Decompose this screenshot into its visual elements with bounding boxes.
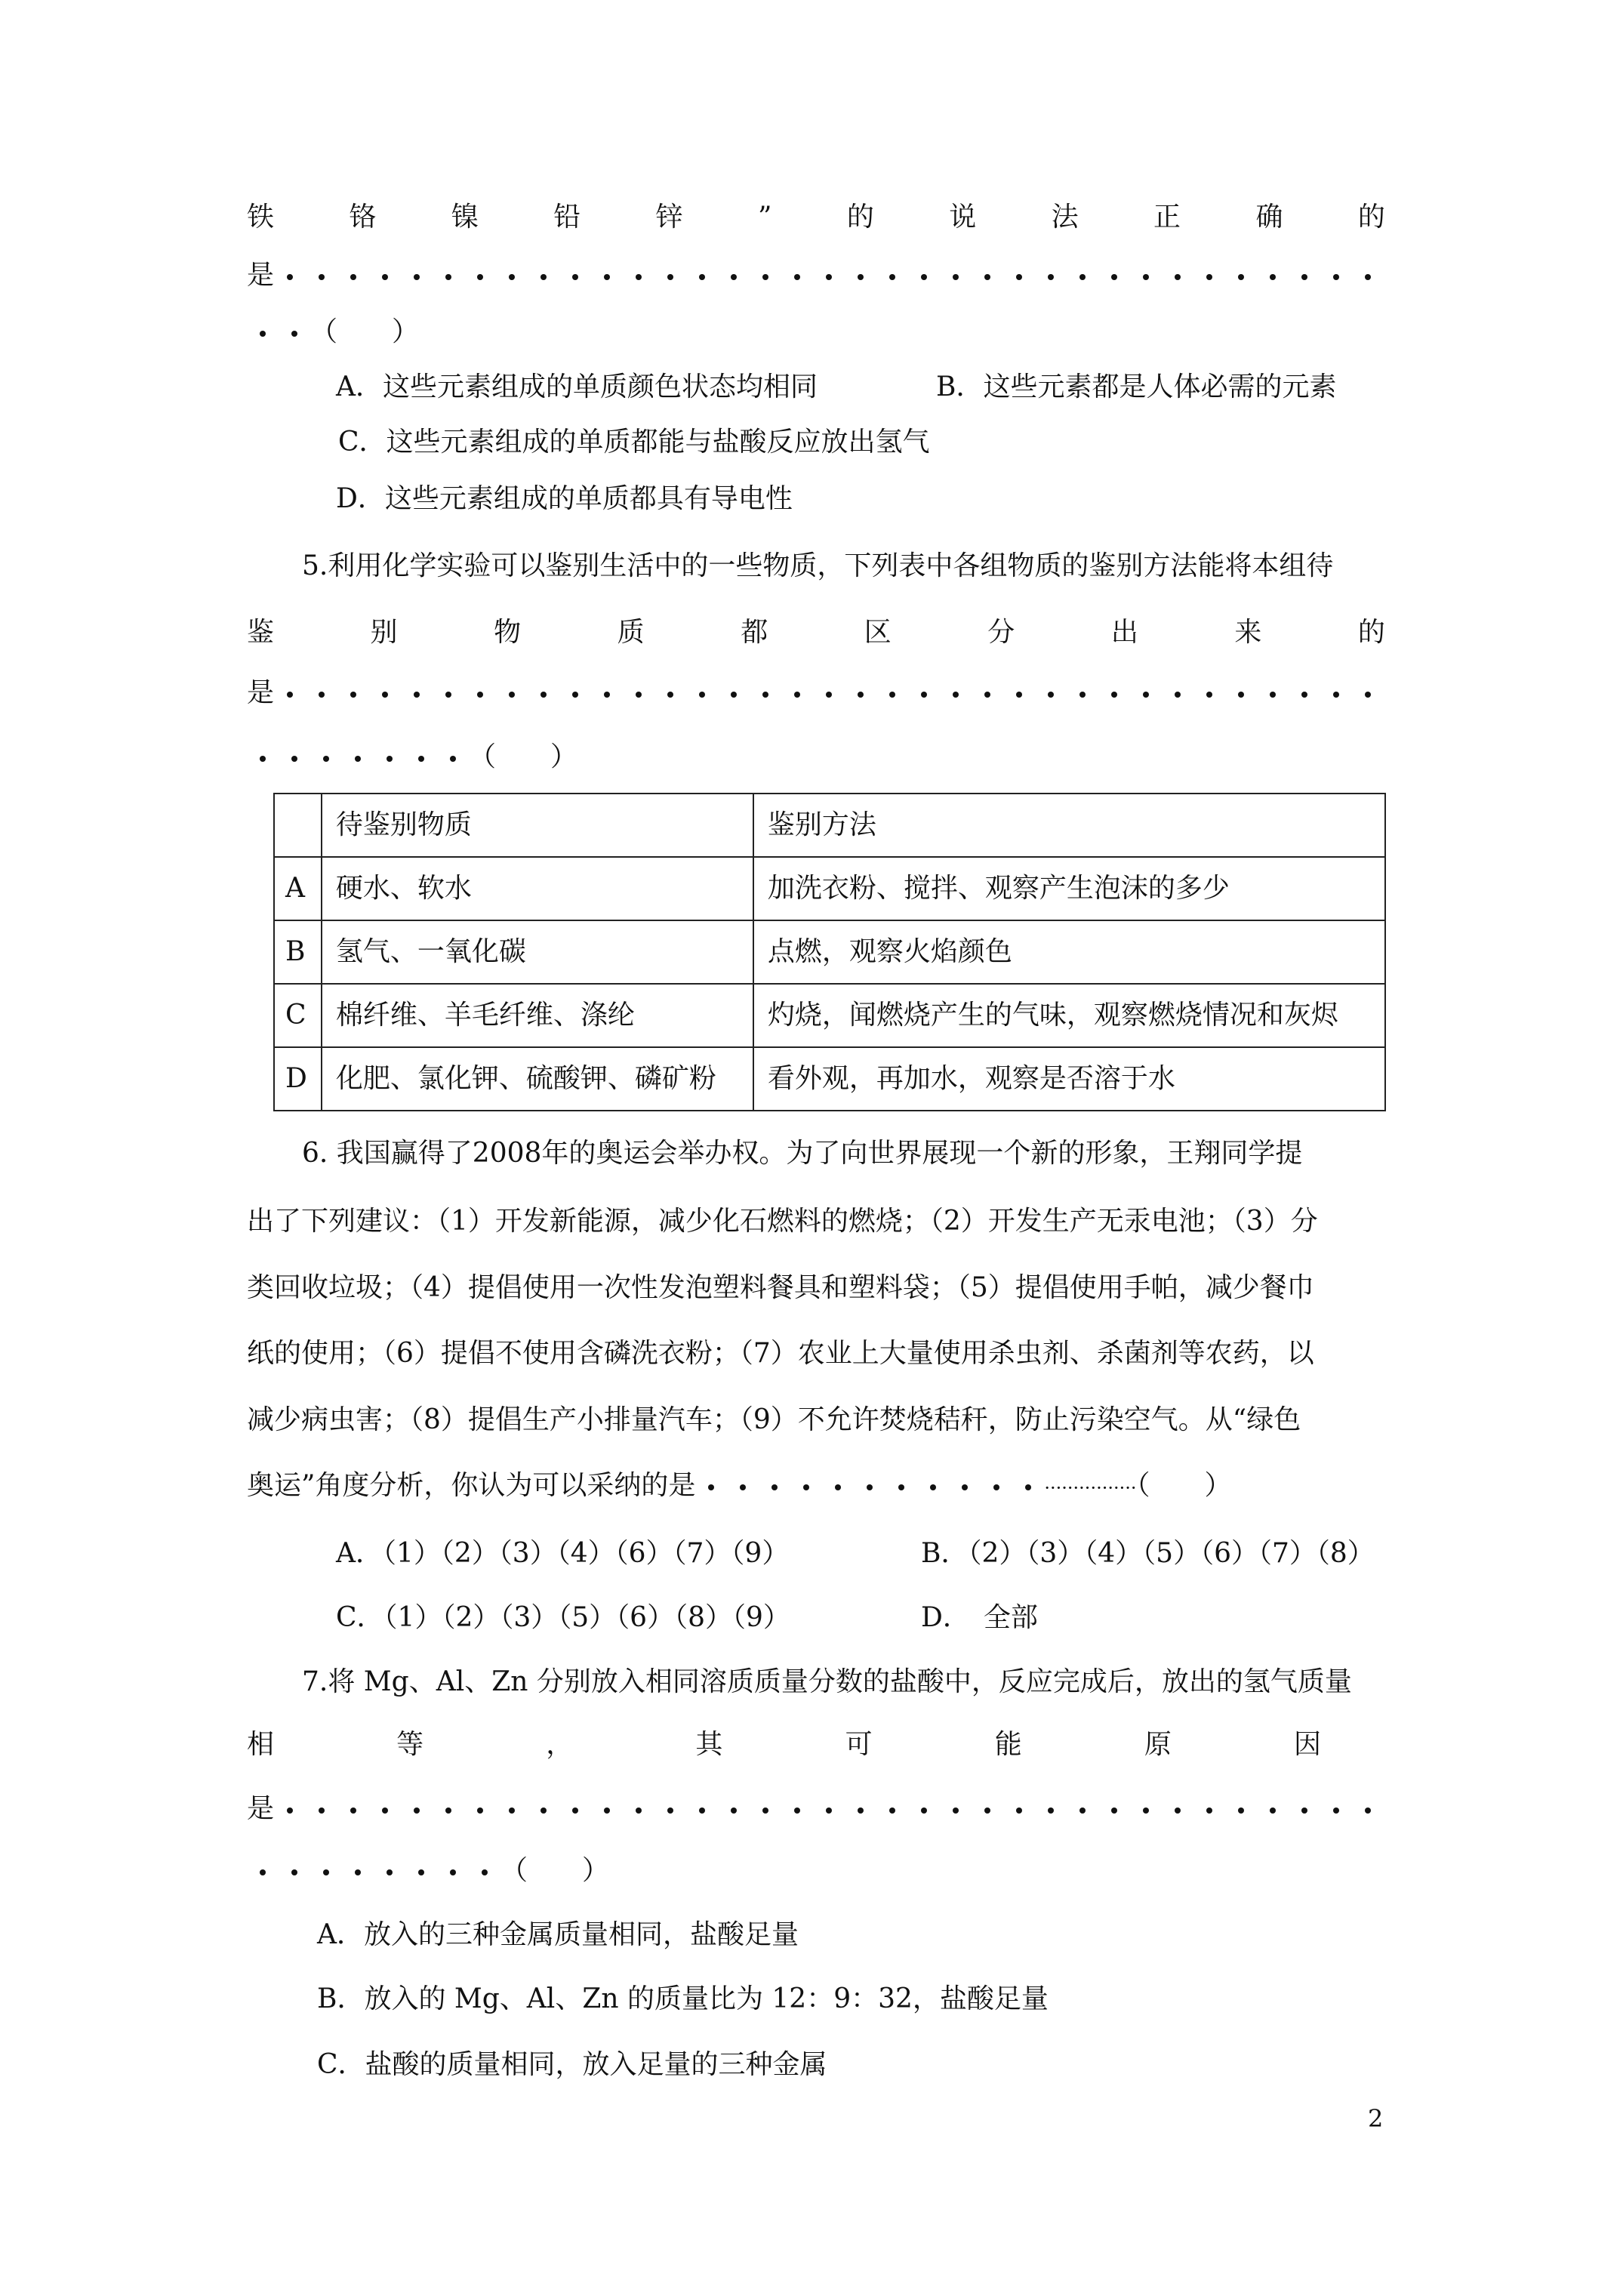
leader-dot (1175, 692, 1181, 698)
leader-dot (1270, 1808, 1276, 1814)
leader-dot (953, 274, 959, 280)
leader-dot (350, 692, 356, 698)
table-header-cell: 待鉴别物质 (322, 794, 753, 857)
leader-dot (445, 1808, 451, 1814)
leader-dot (509, 1808, 515, 1814)
q4-stem-line2: 是 (247, 262, 1384, 289)
leader-dot (572, 1808, 578, 1814)
leader-dot (323, 756, 329, 762)
stem-char: 其 (695, 1729, 723, 1760)
leader-dot (1143, 1808, 1149, 1814)
leader-dot (1111, 692, 1117, 698)
leader-dot (414, 692, 420, 698)
leader-dot (319, 274, 325, 280)
leader-dot (762, 1808, 768, 1814)
leader-dot (1016, 274, 1022, 280)
leader-dot (1270, 692, 1276, 698)
stem-char: 分 (987, 617, 1015, 648)
leader-dot (450, 1869, 456, 1875)
stem-char: 物 (494, 617, 522, 648)
leader-dot (636, 692, 642, 698)
leader-dot (771, 1484, 778, 1490)
stem-char: 法 (1051, 202, 1079, 233)
leader-dot (540, 692, 547, 698)
q4-option-c: C．这些元素组成的单质都能与盐酸反应放出氢气 (338, 427, 930, 458)
leader-dot (636, 1808, 642, 1814)
row-substances: 棉纤维、羊毛纤维、涤纶 (322, 984, 753, 1047)
q4-option-b: B．这些元素都是人体必需的元素 (936, 371, 1337, 402)
q7-stem-line3: 是 (247, 1795, 1384, 1823)
q6-option-c: C．（1）（2）（3）（5）（6）（8）（9） (336, 1602, 790, 1633)
leader-dot (993, 1484, 999, 1490)
leader-dot (826, 692, 832, 698)
leader-dot (355, 1869, 361, 1875)
stem-char: 镍 (451, 202, 479, 233)
row-substances: 硬水、软水 (322, 857, 753, 920)
leader-dot (319, 1808, 325, 1814)
leader-dot (418, 756, 424, 762)
leader-dot (1175, 1808, 1181, 1814)
q6-stem-line3: 类回收垃圾；（4）提倡使用一次性发泡塑料餐具和塑料袋；（5）提倡使用手帕，减少餐巾 (247, 1272, 1314, 1303)
leader-dots (274, 677, 1384, 708)
leader-dot (1143, 692, 1149, 698)
q5-stem-line4: （ ） (247, 744, 577, 771)
q6-stem-line2: 出了下列建议：（1）开发新能源，减少化石燃料的燃烧；（2）开发生产无汞电池；（3）分 (247, 1206, 1318, 1237)
leader-dot (699, 1808, 705, 1814)
leader-dot (1238, 1808, 1244, 1814)
leader-dot (1111, 1808, 1117, 1814)
table-row (274, 1047, 1385, 1111)
leader-dot (731, 274, 737, 280)
page-number: 2 (1368, 2104, 1384, 2133)
leader-dot (794, 274, 800, 280)
leader-dots (247, 316, 310, 347)
stem-char: 出 (1110, 617, 1138, 648)
leader-dot (740, 1484, 746, 1490)
leader-dot (636, 274, 642, 280)
leader-dot (1048, 1808, 1054, 1814)
leader-dot (667, 274, 673, 280)
leader-dot (1111, 274, 1117, 280)
row-method: 加洗衣粉、搅拌、观察产生泡沫的多少 (753, 857, 1385, 920)
leader-dot (1016, 692, 1022, 698)
leader-dot (1365, 692, 1371, 698)
leader-dots (247, 741, 469, 772)
leader-dot (382, 274, 388, 280)
leader-dot (953, 692, 959, 698)
leader-dot (572, 274, 578, 280)
q7-option-a: A．放入的三种金属质量相同，盐酸足量 (317, 1919, 799, 1950)
q7-stem-line1: 7.将 Mg、Al、Zn 分别放入相同溶质质量分数的盐酸中，反应完成后，放出的氢气质量 (302, 1666, 1352, 1697)
leader-dot (1238, 692, 1244, 698)
q6-stem-line6: 奥运”角度分析，你认为可以采纳的是 ················（ ） (247, 1470, 1232, 1501)
leader-dot (350, 274, 356, 280)
stem-char: 鉴 (247, 617, 275, 648)
leader-dot (731, 1808, 737, 1814)
leader-dot (921, 692, 927, 698)
leader-dot (1048, 692, 1054, 698)
leader-dot (540, 1808, 547, 1814)
leader-dot (858, 1808, 864, 1814)
q5-stem-line1: 5.利用化学实验可以鉴别生活中的一些物质，下列表中各组物质的鉴别方法能将本组待 (302, 550, 1334, 581)
leader-dot (382, 1808, 388, 1814)
q6-stem-line5: 减少病虫害；（8）提倡生产小排量汽车；（9）不允许焚烧秸秆，防止污染空气。从“绿色 (247, 1404, 1301, 1435)
stem-char: 因 (1293, 1729, 1321, 1760)
leader-dot (898, 1484, 904, 1490)
identification-table (273, 793, 1386, 1111)
leader-dot (355, 756, 361, 762)
leader-dot (1206, 692, 1212, 698)
row-substances: 化肥、氯化钾、硫酸钾、磷矿粉 (322, 1047, 753, 1111)
leader-dot (1206, 1808, 1212, 1814)
row-key: B (274, 920, 322, 984)
stem-char: 别 (370, 617, 398, 648)
leader-dot (858, 692, 864, 698)
leader-dot (604, 274, 610, 280)
leader-dot (350, 1808, 356, 1814)
stem-char: 的 (1357, 617, 1385, 648)
leader-dot (867, 1484, 873, 1490)
row-key: A (274, 857, 322, 920)
leader-dots (274, 260, 1384, 291)
leader-dot (477, 274, 483, 280)
leader-dot (1301, 1808, 1307, 1814)
leader-dots (274, 1793, 1384, 1824)
stem-char: 的 (846, 202, 874, 233)
stem-char: 正 (1153, 202, 1181, 233)
leader-dot (509, 692, 515, 698)
table-header-cell (274, 794, 322, 857)
leader-dot (1175, 274, 1181, 280)
q4-stem-line1 (247, 204, 1385, 231)
stem-char: ， (546, 1729, 574, 1760)
leader-dot (1048, 274, 1054, 280)
leader-dot (889, 1808, 895, 1814)
leader-dot (287, 274, 293, 280)
leader-dot (835, 1484, 841, 1490)
q4-option-d: D．这些元素组成的单质都具有导电性 (336, 483, 793, 514)
leader-dot (1333, 1808, 1339, 1814)
leader-dot (477, 692, 483, 698)
leader-dot (762, 274, 768, 280)
stem-char: 可 (845, 1729, 873, 1760)
leader-dot (1333, 274, 1339, 280)
stem-char: 来 (1234, 617, 1262, 648)
leader-dot (984, 1808, 990, 1814)
stem-char: 原 (1144, 1729, 1172, 1760)
leader-dot (889, 274, 895, 280)
leader-dot (1301, 274, 1307, 280)
table-row (274, 857, 1385, 920)
leader-dot (921, 274, 927, 280)
table-header-row (274, 794, 1385, 857)
stem-char: 铅 (553, 202, 581, 233)
leader-dot (387, 756, 393, 762)
leader-dot (699, 274, 705, 280)
q7-stem-line2 (247, 1731, 1321, 1758)
leader-dot (667, 1808, 673, 1814)
leader-dot (794, 1808, 800, 1814)
leader-dot (803, 1484, 809, 1490)
leader-dot (1025, 1484, 1031, 1490)
leader-dot (291, 1869, 297, 1875)
stem-char: 锌 (655, 202, 683, 233)
leader-dot (1301, 692, 1307, 698)
leader-dot (1270, 274, 1276, 280)
stem-char: 质 (617, 617, 645, 648)
stem-char: 区 (864, 617, 892, 648)
stem-char: 能 (994, 1729, 1022, 1760)
leader-dot (921, 1808, 927, 1814)
leader-dot (260, 1869, 266, 1875)
leader-dot (387, 1869, 393, 1875)
leader-dot (1079, 1808, 1086, 1814)
leader-dot (667, 692, 673, 698)
leader-dot (260, 331, 266, 337)
leader-dot (482, 1869, 488, 1875)
leader-dot (794, 692, 800, 698)
stem-char: 等 (396, 1729, 424, 1760)
q6-option-a: A．（1）（2）（3）（4）（6）（7）（9） (336, 1538, 790, 1569)
q4-stem-line3: （ ） (247, 319, 419, 346)
leader-dot (930, 1484, 936, 1490)
leader-dot (1238, 274, 1244, 280)
leader-dot (287, 692, 293, 698)
q7-stem-line4: （ ） (247, 1857, 609, 1885)
leader-dot (291, 331, 297, 337)
row-substances: 氢气、一氧化碳 (322, 920, 753, 984)
q6-option-d: D． 全部 (921, 1602, 1038, 1633)
leader-dot (889, 692, 895, 698)
leader-dot (1206, 274, 1212, 280)
leader-dot (826, 1808, 832, 1814)
stem-char: 铬 (349, 202, 377, 233)
row-method: 看外观，再加水，观察是否溶于水 (753, 1047, 1385, 1111)
leader-dot (477, 1808, 483, 1814)
q6-stem-line1: 6. 我国赢得了2008年的奥运会举办权。为了向世界展现一个新的形象，王翔同学提 (302, 1138, 1303, 1169)
q6-stem-line4: 纸的使用；（6）提倡不使用含磷洗衣粉；（7）农业上大量使用杀虫剂、杀菌剂等农药，以 (247, 1338, 1314, 1369)
leader-dot (445, 274, 451, 280)
leader-dot (418, 1869, 424, 1875)
leader-dot (1016, 1808, 1022, 1814)
table-row (274, 984, 1385, 1047)
table-row (274, 920, 1385, 984)
stem-char: ” (758, 202, 772, 233)
stem-char: 说 (949, 202, 977, 233)
leader-dot (1365, 274, 1371, 280)
leader-dots (247, 1855, 500, 1886)
leader-dot (984, 692, 990, 698)
leader-dot (414, 1808, 420, 1814)
leader-dot (382, 692, 388, 698)
leader-dot (450, 756, 456, 762)
leader-dot (826, 274, 832, 280)
stem-char: 相 (247, 1729, 275, 1760)
leader-dot (1333, 692, 1339, 698)
leader-dot (287, 1808, 293, 1814)
stem-char: 的 (1357, 202, 1385, 233)
leader-dot (445, 692, 451, 698)
q7-option-c: C．盐酸的质量相同，放入足量的三种金属 (317, 2049, 827, 2080)
row-method: 点燃，观察火焰颜色 (753, 920, 1385, 984)
leader-dot (962, 1484, 968, 1490)
leader-dot (572, 692, 578, 698)
row-key: C (274, 984, 322, 1047)
leader-dot (260, 756, 266, 762)
stem-char: 铁 (247, 202, 275, 233)
q5-stem-line3: 是 (247, 680, 1384, 707)
leader-dot (604, 1808, 610, 1814)
leader-dot (1365, 1808, 1371, 1814)
q6-option-b: B．（2）（3）（4）（5）（6）（7）（8） (921, 1538, 1375, 1569)
leader-dot (323, 1869, 329, 1875)
table-header-cell: 鉴别方法 (753, 794, 1385, 857)
leader-dot (414, 274, 420, 280)
leader-dot (319, 692, 325, 698)
leader-dot (858, 274, 864, 280)
leader-dot (604, 692, 610, 698)
leader-dot (1143, 274, 1149, 280)
stem-char: 确 (1255, 202, 1283, 233)
leader-dot (984, 274, 990, 280)
q5-stem-line2 (247, 619, 1385, 646)
leader-dot (699, 692, 705, 698)
leader-dot (509, 274, 515, 280)
leader-dots (695, 1470, 1044, 1501)
leader-dot (540, 274, 547, 280)
leader-dot (731, 692, 737, 698)
stem-char: 都 (741, 617, 768, 648)
q7-option-b: B．放入的 Mg、Al、Zn 的质量比为 12：9：32，盐酸足量 (317, 1983, 1049, 2014)
leader-dot (1079, 274, 1086, 280)
q4-option-a: A．这些元素组成的单质颜色状态均相同 (336, 371, 818, 402)
row-key: D (274, 1047, 322, 1111)
leader-dot (762, 692, 768, 698)
leader-dot (1079, 692, 1086, 698)
leader-dot (708, 1484, 714, 1490)
leader-dot (953, 1808, 959, 1814)
leader-dot (291, 756, 297, 762)
row-method: 灼烧，闻燃烧产生的气味，观察燃烧情况和灰烬 (753, 984, 1385, 1047)
